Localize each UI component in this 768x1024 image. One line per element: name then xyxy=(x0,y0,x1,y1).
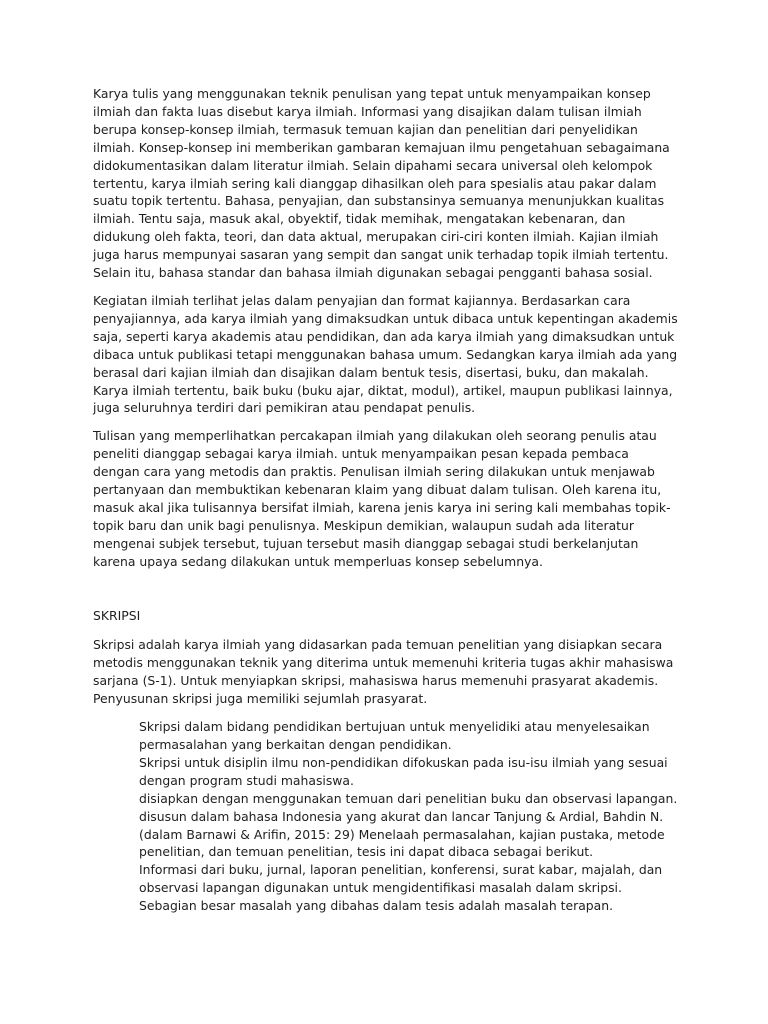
list-item: Skripsi dalam bidang pendidikan bertujuan untuk menyelidiki atau menyelesaikan permasalahan yang berkaitan dengan pendidikan. xyxy=(139,719,650,752)
paragraph-tulisan-ilmiah: Tulisan yang memperlihatkan percakapan ilmiah yang dilakukan oleh seorang penulis atau peneliti dianggap sebagai karya ilmiah. untuk menyampaikan pesan kepada pembaca dengan cara yang metodis dan praktis. Penulisan ilmiah sering dilakukan untuk menjawab pertanyaan dan membuktikan kebenaran klaim yang dibuat dalam tulisan. Oleh karena itu, masuk akal jika tulisannya bersifat ilmiah, karena jenis karya ini sering kali membahas topik-topik baru dan unik bagi penulisnya. Meskipun demikian, walaupun sudah ada literatur mengenai subjek tersebut, tujuan tersebut masih dianggap sebagai studi berkelanjutan karena upaya sedang dilakukan untuk memperluas konsep sebelumnya. xyxy=(93,428,671,569)
list-item: disusun dalam bahasa Indonesia yang akurat dan lancar Tanjung & Ardial, Bahdin N. (dalam Barnawi & Arifin, 2015: 29) Menelaah permasalahan, kajian pustaka, metode penelitian, dan temuan penelitian, tesis ini dapat dibaca sebagai berikut. xyxy=(139,808,665,860)
prasyarat-list xyxy=(93,718,678,915)
paragraph-kegiatan-ilmiah: Kegiatan ilmiah terlihat jelas dalam penyajian dan format kajiannya. Berdasarkan cara penyajiannya, ada karya ilmiah yang dimaksudkan untuk dibaca untuk kepentingan akademis saja, seperti karya akademis atau pendidikan, dan ada karya ilmiah yang dimaksudkan untuk dibaca untuk publikasi tetapi menggunakan bahasa umum. Sedangkan karya ilmiah ada yang berasal dari kajian ilmiah dan disajikan dalam bentuk tesis, disertasi, buku, dan makalah. Karya ilmiah tertentu, baik buku (buku ajar, diktat, modul), artikel, maupun publikasi lainnya, juga seluruhnya terdiri dari pemikiran atau pendapat penulis. xyxy=(93,292,678,416)
list-item: Skripsi untuk disiplin ilmu non-pendidikan difokuskan pada isu-isu ilmiah yang sesuai dengan program studi mahasiswa. xyxy=(139,754,668,788)
section-spacer xyxy=(93,581,678,607)
paragraph-skripsi: Skripsi adalah karya ilmiah yang didasarkan pada temuan penelitian yang disiapkan secara metodis menggunakan teknik yang diterima untuk memenuhi kriteria tugas akhir mahasiswa sarjana (S-1). Untuk menyiapkan skripsi, mahasiswa harus memenuhi prasyarat akademis. Penyusunan skripsi juga memiliki sejumlah prasyarat. xyxy=(93,637,674,707)
paragraph-karya-tulis: Karya tulis yang menggunakan teknik penulisan yang tepat untuk menyampaikan konsep ilmiah dan fakta luas disebut karya ilmiah. Informasi yang disajikan dalam tulisan ilmiah berupa konsep-konsep ilmiah, termasuk temuan kajian dan penelitian dari penyelidikan ilmiah. Konsep-konsep ini memberikan gambaran kemajuan ilmu pengetahuan sebagaimana didokumentasikan dalam literatur ilmiah. Selain dipahami secara universal oleh kelompok tertentu, karya ilmiah sering kali dianggap dihasilkan oleh para spesialis atau pakar dalam suatu topik tertentu. Bahasa, penyajian, dan substansinya semuanya menunjukkan kualitas ilmiah. Tentu saja, masuk akal, obyektif, tidak memihak, mengatakan kebenaran, dan didukung oleh fakta, teori, dan data aktual, merupakan ciri-ciri konten ilmiah. Kajian ilmiah juga harus mempunyai sasaran yang sempit dan sangat unik terhadap topik ilmiah tertentu. Selain itu, bahasa standar dan bahasa ilmiah digunakan sebagai pengganti bahasa sosial. xyxy=(93,86,670,281)
list-item: disiapkan dengan menggunakan temuan dari penelitian buku dan observasi lapangan. xyxy=(139,790,678,806)
list-item: Informasi dari buku, jurnal, laporan penelitian, konferensi, surat kabar, majalah, dan observasi lapangan digunakan untuk mengidentifikasi masalah dalam skripsi. Sebagian besar masalah yang dibahas dalam tesis adalah masalah terapan. xyxy=(139,862,663,914)
section-heading-skripsi: SKRIPSI xyxy=(93,607,141,623)
document-page xyxy=(93,85,678,915)
